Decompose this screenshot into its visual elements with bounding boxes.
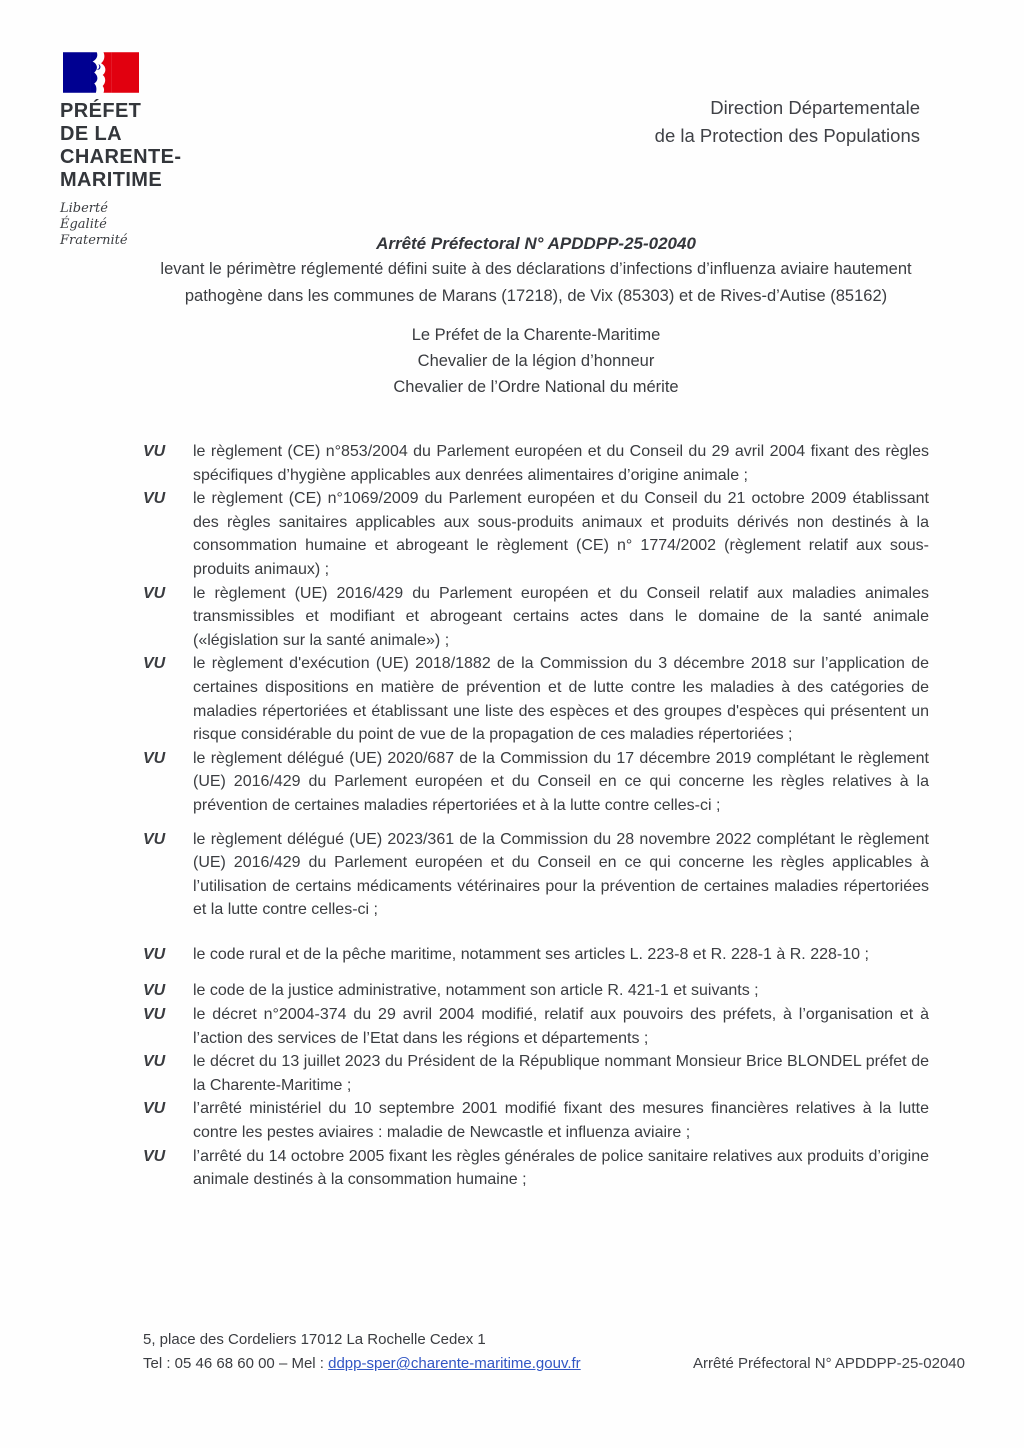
vu-label: VU xyxy=(143,982,166,1000)
vu-text: le décret n°2004-374 du 29 avril 2004 modifié, relatif aux pouvoirs des préfets, à l’organisation et à l’action des services de l’Etat dans les régions et départements ; xyxy=(193,1006,929,1047)
vu-recital-row xyxy=(143,1050,929,1097)
motto-line: Liberté xyxy=(60,201,108,216)
french-flag-marianne-icon xyxy=(63,52,139,93)
vu-recital-row xyxy=(143,1097,929,1144)
vu-label: VU xyxy=(143,830,166,848)
vu-text: l’arrêté ministériel du 10 septembre 2001 modifié fixant des mesures financières relatives à la lutte contre les pestes aviaires : maladie de Newcastle et influenza aviaire ; xyxy=(193,1100,929,1142)
prefect-salutation xyxy=(143,322,929,400)
motto-line: Fraternité xyxy=(60,233,128,248)
page-footer xyxy=(143,1328,965,1376)
prefecture-name-line: MARITIME xyxy=(60,169,163,191)
vu-recital-row xyxy=(143,582,929,653)
decree-subtitle: levant le périmètre réglementé défini suite à des déclarations d’infections d’influenza aviaire hautement pathogène dans les communes de Marans (17218), de Vix (85303) et de Rives-d’Autise (85162) xyxy=(160,260,912,305)
vu-recital-row xyxy=(143,652,929,746)
vu-label: VU xyxy=(143,1100,166,1118)
vu-label: VU xyxy=(143,1006,166,1024)
vu-text: le code rural et de la pêche maritime, notamment ses articles L. 223-8 et R. 228-1 à R. 228-10 ; xyxy=(193,945,869,963)
vu-text: le règlement (UE) 2016/429 du Parlement européen et du Conseil relatif aux maladies animales transmissibles et modifiant et abrogeant certains actes dans le domaine de la santé animale («législation sur la santé animale») ; xyxy=(193,584,929,649)
vu-label: VU xyxy=(143,443,166,460)
vu-text: le règlement d'exécution (UE) 2018/1882 de la Commission du 3 décembre 2018 sur l’application de certaines dispositions en matière de prévention et de lutte contre les maladies à des catégories de maladies répertoriées et établissant une liste des espèces et des groupes d'espèces qui présentent un risque considérable du point de vue de la propagation de ces maladies répertoriées ; xyxy=(193,655,929,744)
vu-label: VU xyxy=(143,1053,166,1071)
vu-label: VU xyxy=(143,490,166,508)
vu-label: VU xyxy=(143,584,166,602)
vu-recital-row xyxy=(143,747,929,818)
vu-text: le code de la justice administrative, notamment son article R. 421-1 et suivants ; xyxy=(193,982,759,1000)
salutation-line: Le Préfet de la Charente-Maritime xyxy=(411,326,661,344)
vu-text: le règlement (CE) n°1069/2009 du Parlement européen et du Conseil du 21 octobre 2009 établissant des règles sanitaires applicables aux sous-produits animaux et produits dérivés non destinés à la consommation humaine et abrogeant le règlement (CE) n° 1774/2002 (règlement relatif aux sous-produits animaux) ; xyxy=(193,490,929,578)
decree-title: Arrêté Préfectoral N° APDDPP-25-02040 xyxy=(376,234,696,253)
address-line: 5, place des Cordeliers 17012 La Rochelle Cedex 1 xyxy=(143,1331,486,1348)
prefecture-name-line: CHARENTE- xyxy=(60,146,182,168)
vu-label: VU xyxy=(143,945,166,963)
prefecture-name-line: DE LA xyxy=(60,123,122,145)
salutation-line: Chevalier de la légion d’honneur xyxy=(417,352,655,370)
salutation-line: Chevalier de l’Ordre National du mérite xyxy=(393,378,679,396)
vu-recital-row xyxy=(143,828,929,922)
vu-label: VU xyxy=(143,749,166,767)
contact-line xyxy=(143,1352,581,1376)
vu-recital-row xyxy=(143,440,929,487)
vu-recitals-list xyxy=(143,440,929,1192)
vu-text: l’arrêté du 14 octobre 2005 fixant les règles générales de police sanitaire relatives aux produits d’origine animale destinés à la consommation humaine ; xyxy=(193,1147,929,1189)
vu-recital-row xyxy=(143,943,929,967)
motto-line: Égalité xyxy=(60,217,107,232)
prefecture-logo-block xyxy=(60,52,220,249)
decree-reference: Arrêté Préfectoral N° APDDPP-25-02040 xyxy=(693,1355,965,1372)
contact-block xyxy=(143,1328,581,1376)
email-link[interactable]: ddpp-sper@charente-maritime.gouv.fr xyxy=(328,1355,581,1372)
document-body xyxy=(143,231,929,1192)
vu-recital-row xyxy=(143,1003,929,1050)
vu-label: VU xyxy=(143,655,166,673)
vu-text: le règlement délégué (UE) 2023/361 de la Commission du 28 novembre 2022 complétant le règlement (UE) 2016/429 du Parlement européen et du Conseil en ce qui concerne les règles applicables à l’utilisation de certains médicaments vétérinaires pour la prévention de certaines maladies répertoriées et la lutte contre celles-ci ; xyxy=(193,830,929,919)
tel-mel-text: Tel : 05 46 68 60 00 – Mel : xyxy=(143,1355,329,1372)
vu-recital-row xyxy=(143,487,929,581)
issuing-direction xyxy=(655,94,920,150)
prefecture-name xyxy=(60,100,220,192)
vu-text: le règlement délégué (UE) 2020/687 de la Commission du 17 décembre 2019 complétant le règlement (UE) 2016/429 du Parlement européen et du Conseil en ce qui concerne les règles relatives à la prévention de certaines maladies répertoriées et à la lutte contre celles-ci ; xyxy=(193,749,929,814)
vu-recital-row xyxy=(143,979,929,1003)
vu-recital-row xyxy=(143,1145,929,1192)
vu-text: le décret du 13 juillet 2023 du Président de la République nommant Monsieur Brice BLONDEL préfet de la Charente-Maritime ; xyxy=(193,1053,929,1094)
vu-label: VU xyxy=(143,1147,166,1165)
direction-line: de la Protection des Populations xyxy=(654,125,920,146)
direction-line: Direction Départementale xyxy=(710,97,920,118)
vu-text: le règlement (CE) n°853/2004 du Parlement européen et du Conseil du 29 avril 2004 fixant des règles spécifiques d’hygiène applicables aux denrées alimentaires d’origine animale ; xyxy=(193,443,929,484)
prefecture-name-line: PRÉFET xyxy=(60,100,142,122)
